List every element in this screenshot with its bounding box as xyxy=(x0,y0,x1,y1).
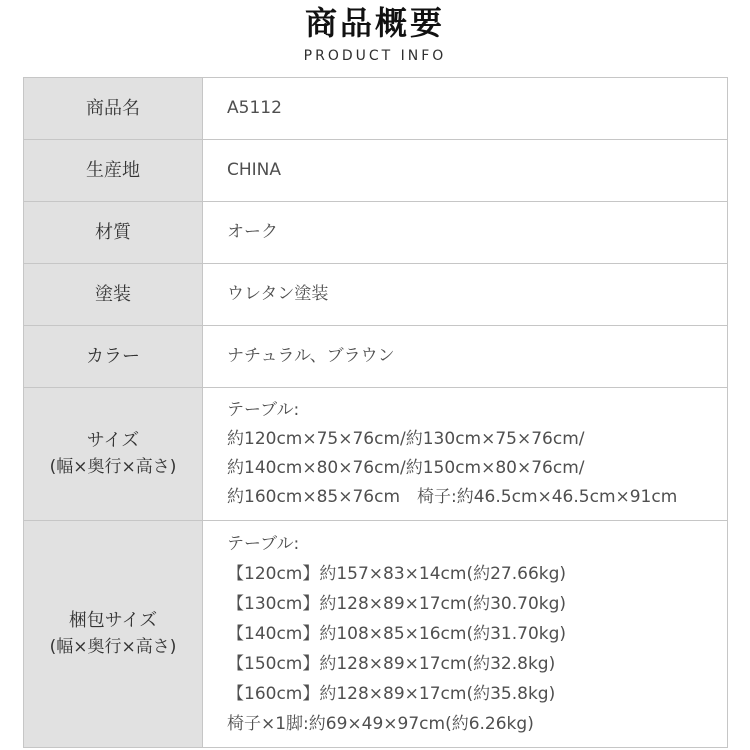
row-value-cell xyxy=(203,388,727,520)
row-value-line: 【130cm】約128×89×17cm(約30.70kg) xyxy=(227,594,567,614)
table-row xyxy=(24,264,727,326)
row-label-sub: (幅×奥行×高さ) xyxy=(49,637,177,657)
table-row xyxy=(24,202,727,264)
row-value-cell xyxy=(203,326,727,387)
row-value-line: オーク xyxy=(227,222,278,242)
row-value-line: 【160cm】約128×89×17cm(約35.8kg) xyxy=(227,684,556,704)
table-row xyxy=(24,78,727,140)
row-value-cell xyxy=(203,521,727,747)
row-label: 生産地 xyxy=(86,159,140,181)
row-label: 塗装 xyxy=(95,283,131,305)
page-header xyxy=(0,0,750,64)
page-title: 商品概要 xyxy=(304,4,445,42)
row-label: 材質 xyxy=(95,221,131,243)
row-value-line: 約160cm×85×76cm 椅子:約46.5cm×46.5cm×91cm xyxy=(227,487,678,507)
row-label-cell xyxy=(24,521,203,747)
row-value-line: A5112 xyxy=(227,98,282,118)
row-label-cell xyxy=(24,140,203,201)
row-value-line: 約120cm×75×76cm/約130cm×75×76cm/ xyxy=(227,429,585,449)
row-value-cell xyxy=(203,140,727,201)
table-row xyxy=(24,388,727,521)
row-label: 梱包サイズ xyxy=(68,610,158,631)
row-value-line: ナチュラル、ブラウン xyxy=(227,346,395,366)
row-label-cell xyxy=(24,78,203,139)
table-row xyxy=(24,326,727,388)
row-label-cell xyxy=(24,326,203,387)
row-value-line: テーブル: xyxy=(227,400,300,420)
row-label-cell xyxy=(24,264,203,325)
row-value-cell xyxy=(203,264,727,325)
row-label-cell xyxy=(24,202,203,263)
product-table xyxy=(23,77,728,748)
row-label: カラー xyxy=(86,345,140,367)
row-value-line: テーブル: xyxy=(227,534,300,554)
page-subtitle: PRODUCT INFO xyxy=(303,48,447,64)
table-row xyxy=(24,140,727,202)
row-label: 商品名 xyxy=(86,97,140,119)
row-value-line: 約140cm×80×76cm/約150cm×80×76cm/ xyxy=(227,458,585,478)
row-label-cell xyxy=(24,388,203,520)
row-value-cell xyxy=(203,78,727,139)
row-value-line: 【120cm】約157×83×14cm(約27.66kg) xyxy=(227,564,567,584)
row-value-line: 椅子×1脚:約69×49×97cm(約6.26kg) xyxy=(227,714,534,734)
row-value-line: 【150cm】約128×89×17cm(約32.8kg) xyxy=(227,654,556,674)
row-value-cell xyxy=(203,202,727,263)
row-label-sub: (幅×奥行×高さ) xyxy=(49,457,177,477)
row-value-line: CHINA xyxy=(227,160,282,180)
row-value-line: ウレタン塗装 xyxy=(227,284,329,304)
row-label: サイズ xyxy=(86,430,140,451)
table-row xyxy=(24,521,727,748)
row-value-line: 【140cm】約108×85×16cm(約31.70kg) xyxy=(227,624,567,644)
